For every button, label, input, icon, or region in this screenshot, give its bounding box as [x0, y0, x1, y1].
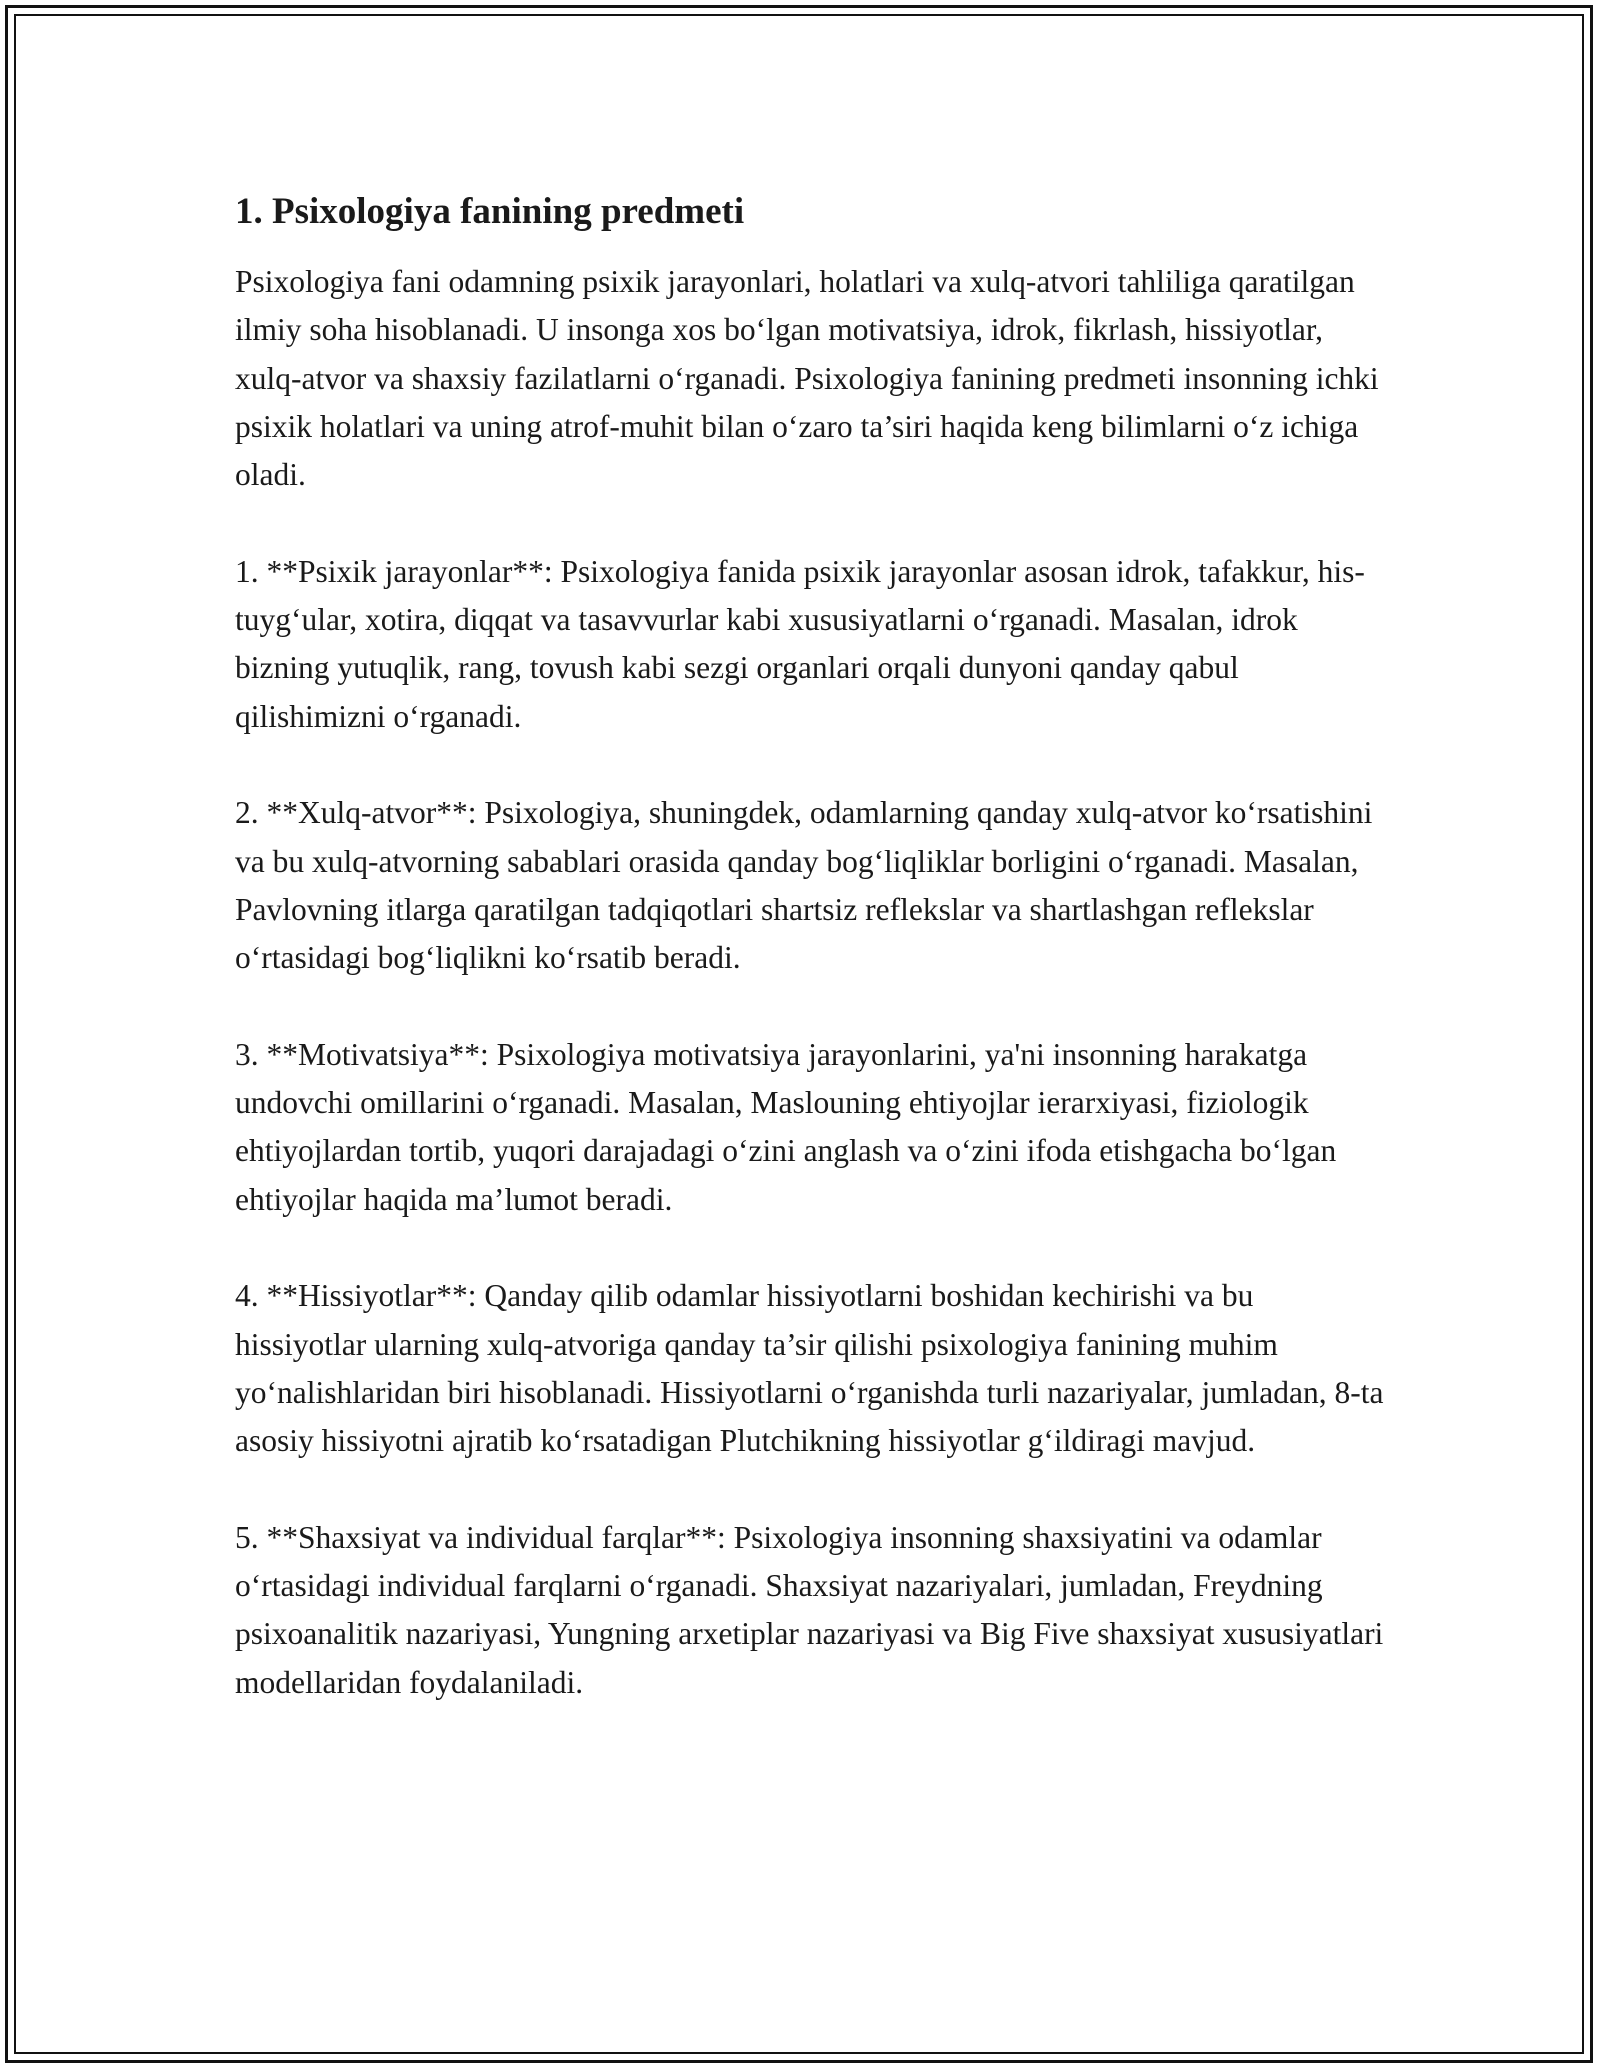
- document-body: [235, 188, 1385, 1755]
- paragraph-psixik-jarayonlar: 1. **Psixik jarayonlar**: Psixologiya fanida psixik jarayonlar asosan idrok, tafakkur, his-tuyg‘ular, xotira, diqqat va tasavvurlar kabi xususiyatlarni o‘rganadi. Masalan, idrok bizning yutuqlik, rang, tovush kabi sezgi organlari orqali dunyoni qanday qabul qilishimizni o‘rganadi.: [235, 553, 1365, 734]
- document-title: 1. Psixologiya fanining predmeti: [235, 191, 745, 232]
- paragraph-hissiyotlar: 4. **Hissiyotlar**: Qanday qilib odamlar hissiyotlarni boshidan kechirishi va bu hissiyotlar ularning xulq-atvoriga qanday ta’sir qilishi psixologiya fanining muhim yo‘nalishlaridan biri hisoblanadi. Hissiyotlarni o‘rganishda turli nazariyalar, jumladan, 8-ta asosiy hissiyotni ajratib ko‘rsatadigan Plutchikning hissiyotlar g‘ildiragi mavjud.: [235, 1278, 1384, 1459]
- paragraph-xulq-atvor: 2. **Xulq-atvor**: Psixologiya, shuningdek, odamlarning qanday xulq-atvor ko‘rsatishini va bu xulq-atvorning sabablari orasida qanday bog‘liqliklar borligini o‘rganadi. Masalan, Pavlovning itlarga qaratilgan tadqiqotlari shartsiz reflekslar va shartlashgan reflekslar o‘rtasidagi bog‘liqlikni ko‘rsatib beradi.: [235, 795, 1373, 976]
- paragraph-motivatsiya: 3. **Motivatsiya**: Psixologiya motivatsiya jarayonlarini, ya'ni insonning harakatga undovchi omillarini o‘rganadi. Masalan, Maslouning ehtiyojlar ierarxiyasi, fiziologik ehtiyojlardan tortib, yuqori darajadagi o‘zini anglash va o‘zini ifoda etishgacha bo‘lgan ehtiyojlar haqida ma’lumot beradi.: [235, 1036, 1337, 1217]
- paragraph-shaxsiyat: 5. **Shaxsiyat va individual farqlar**: Psixologiya insonning shaxsiyatini va odamlar o‘rtasidagi individual farqlarni o‘rganadi. Shaxsiyat nazariyalari, jumladan, Freydning psixoanalitik nazariyasi, Yungning arxetiplar nazariyasi va Big Five shaxsiyat xususiyatlari modellaridan foydalaniladi.: [235, 1519, 1384, 1700]
- intro-paragraph: Psixologiya fani odamning psixik jarayonlari, holatlari va xulq-atvori tahliliga qaratilgan ilmiy soha hisoblanadi. U insonga xos bo‘lgan motivatsiya, idrok, fikrlash, hissiyotlar, xulq-atvor va shaxsiy fazilatlarni o‘rganadi. Psixologiya fanining predmeti insonning ichki psixik holatlari va uning atrof-muhit bilan o‘zaro ta’siri haqida keng bilimlarni o‘z ichiga oladi.: [235, 264, 1379, 493]
